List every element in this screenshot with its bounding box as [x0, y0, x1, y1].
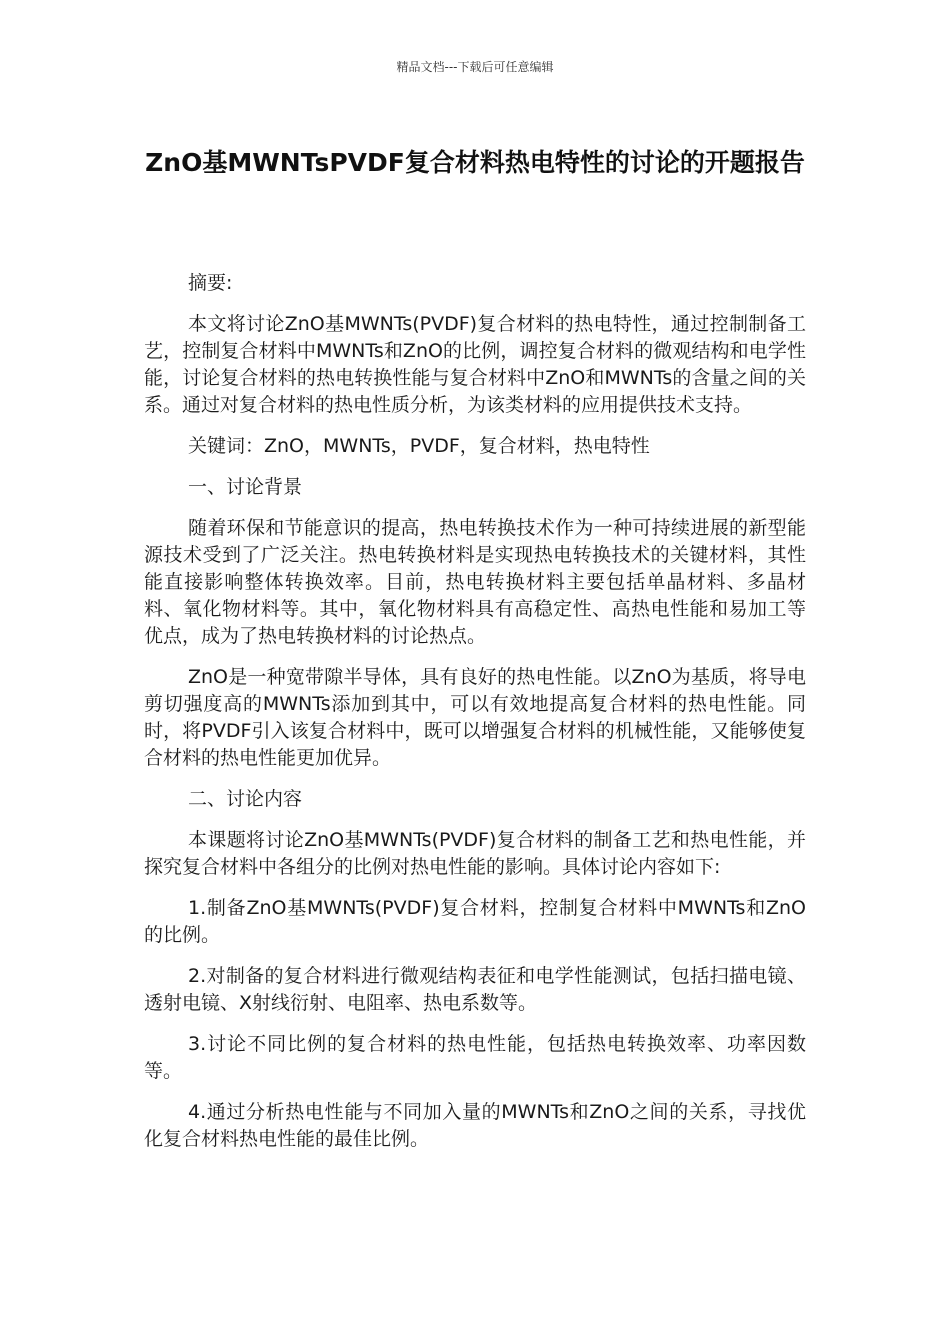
- content-item-2: 2.对制备的复合材料进行微观结构表征和电学性能测试，包括扫描电镜、透射电镜、X射线衍射、电阻率、热电系数等。: [144, 965, 806, 1014]
- page-header: 精品文档---下载后可任意编辑: [396, 60, 554, 74]
- content-item-3: 3.讨论不同比例的复合材料的热电性能，包括热电转换效率、功率因数等。: [144, 1033, 806, 1082]
- background-paragraph-2: ZnO是一种宽带隙半导体，具有良好的热电性能。以ZnO为基质，将导电剪切强度高的MWNTs添加到其中，可以有效地提高复合材料的热电性能。同时，将PVDF引入该复合材料中，既可以增强复合材料的机械性能，又能够使复合材料的热电性能更加优异。: [144, 666, 806, 769]
- content-paragraph-intro: 本课题将讨论ZnO基MWNTs(PVDF)复合材料的制备工艺和热电性能，并探究复合材料中各组分的比例对热电性能的影响。具体讨论内容如下:: [144, 829, 806, 878]
- section-heading-background: 一、讨论背景: [188, 476, 303, 498]
- section-heading-content: 二、讨论内容: [188, 788, 303, 810]
- content-item-4: 4.通过分析热电性能与不同加入量的MWNTs和ZnO之间的关系，寻找优化复合材料热电性能的最佳比例。: [144, 1101, 806, 1150]
- abstract-paragraph: 本文将讨论ZnO基MWNTs(PVDF)复合材料的热电特性，通过控制制备工艺，控制复合材料中MWNTs和ZnO的比例，调控复合材料的微观结构和电学性能，讨论复合材料的热电转换性能与复合材料中ZnO和MWNTs的含量之间的关系。通过对复合材料的热电性质分析，为该类材料的应用提供技术支持。: [144, 313, 806, 416]
- content-item-1: 1.制备ZnO基MWNTs(PVDF)复合材料，控制复合材料中MWNTs和ZnO的比例。: [144, 897, 806, 946]
- document-title: ZnO基MWNTsPVDF复合材料热电特性的讨论的开题报告: [145, 148, 805, 177]
- document-body: [144, 270, 806, 1167]
- abstract-heading: 摘要:: [188, 272, 233, 294]
- keywords-line: 关键词：ZnO，MWNTs，PVDF，复合材料，热电特性: [188, 435, 650, 457]
- background-paragraph-1: 随着环保和节能意识的提高，热电转换技术作为一种可持续进展的新型能源技术受到了广泛关注。热电转换材料是实现热电转换技术的关键材料，其性能直接影响整体转换效率。目前，热电转换材料主要包括单晶材料、多晶材料、氧化物材料等。其中，氧化物材料具有高稳定性、高热电性能和易加工等优点，成为了热电转换材料的讨论热点。: [144, 517, 806, 647]
